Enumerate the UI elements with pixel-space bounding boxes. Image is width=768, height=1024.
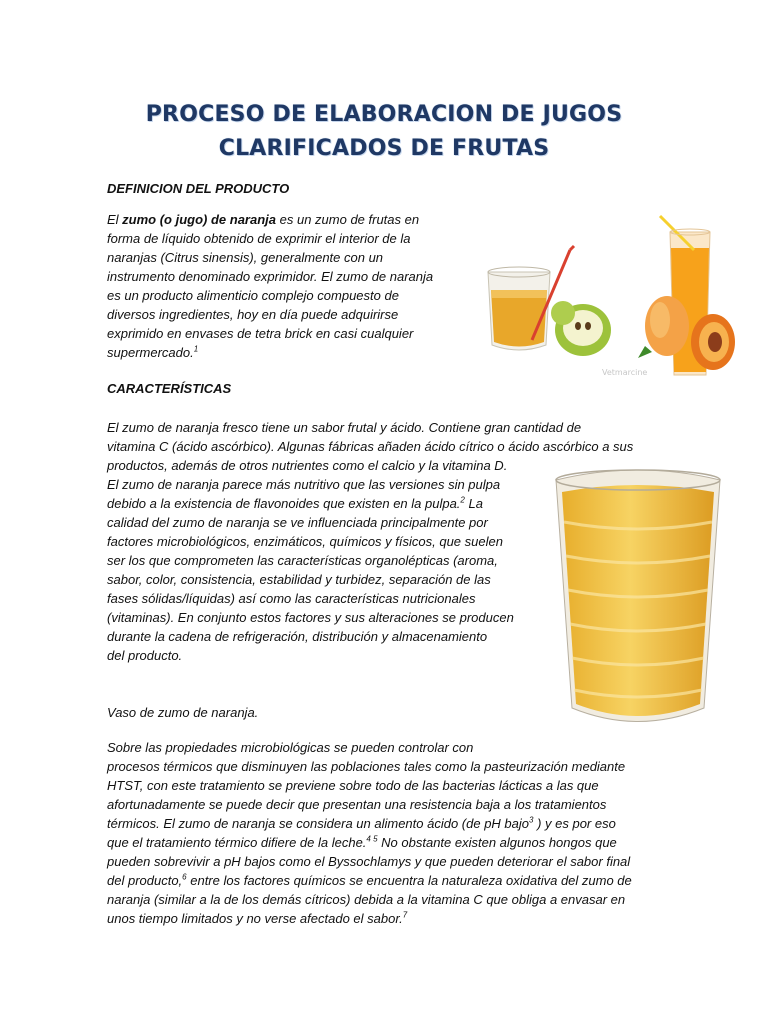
text-segment: pueden sobrevivir a pH bajos como el Byssochlamys y que pueden deteriorar el sabor final [107, 854, 631, 869]
footnote-ref: 1 [193, 344, 199, 354]
text-line [107, 909, 632, 928]
watermark-text: Vetmarcine [602, 368, 648, 377]
text-segment: entre los factores químicos se encuentra la naturaleza oxidativa del zumo de [186, 873, 632, 888]
text-segment: unos tiempo limitados y no verse afectado el sabor. [107, 911, 403, 926]
text-segment: debido a la existencia de flavonoides que existen en la pulpa. [107, 496, 461, 511]
text-segment: del producto. [107, 648, 183, 663]
text-segment: afortunadamente se puede decir que presentan una resistencia baja a los tratamientos [107, 797, 607, 812]
text-segment: forma de líquido obtenido de exprimir el interior de la [107, 231, 411, 246]
text-segment: instrumento denominado exprimidor. El zumo de naranja [107, 269, 434, 284]
text-line [107, 305, 433, 324]
text-segment: diversos ingredientes, hoy en día puede adquirirse [107, 307, 399, 322]
text-segment: térmicos. El zumo de naranja se considera un alimento ácido (de pH bajo [107, 816, 530, 831]
text-segment: que el tratamiento térmico difiere de la leche. [107, 835, 367, 850]
text-segment: La [464, 496, 483, 511]
paragraph-propiedades [107, 738, 632, 928]
text-line [107, 267, 433, 286]
text-line [107, 248, 433, 267]
section-heading-definicion: DEFINICION DEL PRODUCTO [107, 181, 290, 196]
text-line [107, 324, 433, 343]
text-line [107, 286, 433, 305]
text-segment: sabor, color, consistencia, estabilidad y turbidez, separación de las [107, 572, 491, 587]
text-segment: ser los que comprometen las características organolépticas (aroma, [107, 553, 498, 568]
text-segment: naranjas (Citrus sinensis), generalmente con un [107, 250, 384, 265]
document-title-line-2: CLARIFICADOS DE FRUTAS [218, 136, 550, 161]
text-segment: naranja (similar a la de los demás cítricos) debida a la vitamina C que obliga a envasar en [107, 892, 626, 907]
text-line [107, 437, 633, 456]
text-segment: El [107, 212, 123, 227]
text-segment: productos, además de otros nutrientes como el calcio y la vitamina D. [107, 458, 508, 473]
text-line [107, 852, 632, 871]
image-caption: Vaso de zumo de naranja. [107, 705, 259, 720]
text-line [107, 738, 632, 757]
text-segment: es un zumo de frutas en [276, 212, 420, 227]
text-segment: HTST, con este tratamiento se previene sobre todo de las bacterias lácticas a las que [107, 778, 599, 793]
orange-juice-glass-photo [548, 460, 728, 730]
paragraph-definicion [107, 210, 433, 362]
text-segment: El zumo de naranja parece más nutritivo que las versiones sin pulpa [107, 477, 501, 492]
text-line [107, 343, 433, 362]
text-segment: procesos térmicos que disminuyen las poblaciones tales como la pasteurización mediante [107, 759, 626, 774]
text-line [107, 210, 433, 229]
text-line [107, 776, 632, 795]
text-line [107, 833, 632, 852]
section-heading-caracteristicas: CARACTERÍSTICAS [107, 381, 232, 396]
footnote-ref: 3 [529, 815, 534, 825]
text-line [107, 814, 632, 833]
text-segment: supermercado. [107, 345, 194, 360]
text-line [107, 229, 433, 248]
text-segment: fases sólidas/líquidas) así como las características nutricionales [107, 591, 476, 606]
text-segment: durante la cadena de refrigeración, distribución y almacenamiento [107, 629, 488, 644]
text-segment: factores microbiológicos, enzimáticos, químicos y físicos, que suelen [107, 534, 503, 549]
text-segment: (vitaminas). En conjunto estos factores y sus alteraciones se producen [107, 610, 514, 625]
text-segment: El zumo de naranja fresco tiene un sabor frutal y ácido. Contiene gran cantidad de [107, 420, 582, 435]
text-line [107, 795, 632, 814]
text-segment: calidad del zumo de naranja se ve influenciada principalmente por [107, 515, 488, 530]
text-segment: exprimido en envases de tetra brick en casi cualquier [107, 326, 414, 341]
text-segment: Sobre las propiedades microbiológicas se pueden controlar con [107, 740, 474, 755]
footnote-ref: 4 5 [366, 834, 378, 844]
footnote-ref: 2 [460, 495, 465, 505]
text-segment: del producto, [107, 873, 183, 888]
bold-term: zumo (o jugo) de naranja [122, 212, 277, 227]
footnote-ref: 7 [402, 910, 408, 920]
juice-glasses-photo [470, 210, 750, 380]
text-segment: es un producto alimenticio complejo compuesto de [107, 288, 399, 303]
text-line [107, 890, 632, 909]
text-line [107, 418, 633, 437]
document-title-line-1: PROCESO DE ELABORACION DE JUGOS [145, 102, 623, 127]
text-segment: vitamina C (ácido ascórbico). Algunas fábricas añaden ácido cítrico o ácido ascórbico a sus [107, 439, 634, 454]
text-segment: ) y es por eso [533, 816, 616, 831]
text-segment: No obstante existen algunos hongos que [377, 835, 617, 850]
text-line [107, 871, 632, 890]
footnote-ref: 6 [182, 872, 187, 882]
text-line [107, 757, 632, 776]
